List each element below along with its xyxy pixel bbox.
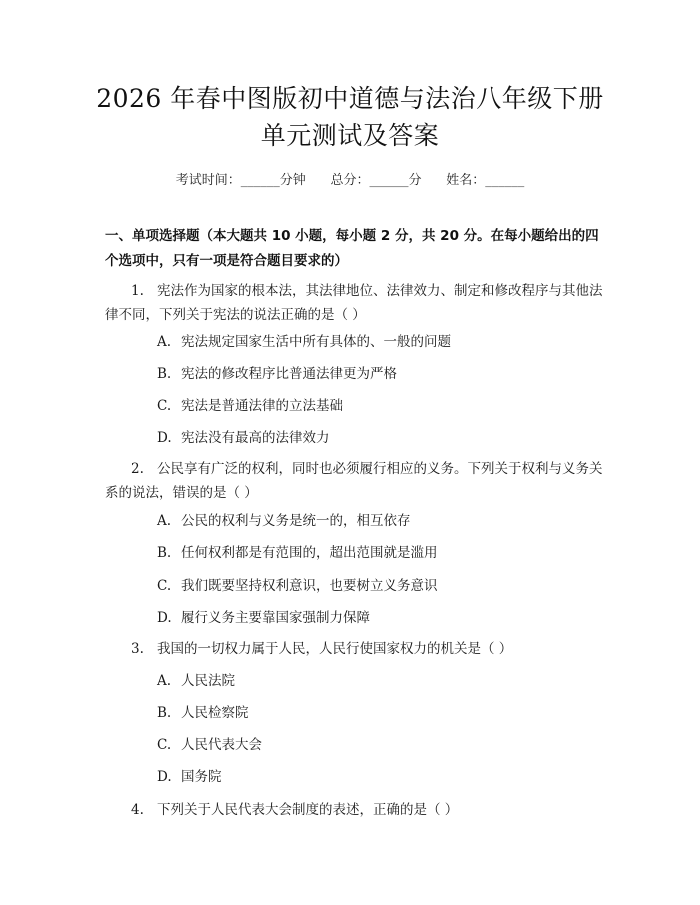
- option-text: 宪法的修改程序比普通法律更为严格: [181, 366, 397, 382]
- option-text: 履行义务主要靠国家强制力保障: [181, 610, 370, 626]
- question-3-option-c: [157, 735, 587, 755]
- question-2-option-d: [157, 608, 587, 628]
- document-title-line-1: 2026 年春中图版初中道德与法治八年级下册: [96, 84, 604, 113]
- question-1-text: 宪法作为国家的根本法，其法律地位、法律效力、制定和修改程序与其他法律不同，下列关于宪法的说法正确的是（ ）: [105, 283, 603, 323]
- question-1-option-a: [157, 332, 587, 352]
- document-title-line-2: 单元测试及答案: [260, 121, 440, 150]
- question-2-option-a: [157, 511, 587, 531]
- question-2-option-c: [157, 576, 587, 596]
- question-3-number: 3.: [131, 641, 144, 657]
- option-letter: A.: [157, 513, 172, 529]
- option-letter: C.: [157, 737, 172, 753]
- option-text: 公民的权利与义务是统一的，相互依存: [181, 513, 411, 529]
- question-3-stem: [105, 637, 603, 661]
- question-1-stem: [105, 279, 603, 327]
- section-heading: 一、单项选择题（本大题共 10 小题，每小题 2 分，共 20 分。在每小题给出的四个选项中，只有一项是符合题目要求的）: [105, 228, 599, 269]
- question-1-option-c: [157, 396, 587, 416]
- question-1-option-d: [157, 428, 587, 448]
- option-letter: D.: [157, 769, 172, 785]
- option-letter: B.: [157, 366, 172, 382]
- question-3-text: 我国的一切权力属于人民，人民行使国家权力的机关是（ ）: [157, 641, 513, 657]
- option-text: 人民法院: [181, 673, 235, 689]
- option-text: 国务院: [181, 769, 222, 785]
- option-text: 我们既要坚持权利意识，也要树立义务意识: [181, 578, 438, 594]
- question-1-number: 1.: [131, 283, 144, 299]
- option-letter: D.: [157, 430, 172, 446]
- question-4-text: 下列关于人民代表大会制度的表述，正确的是（ ）: [157, 802, 459, 818]
- question-2-stem: [105, 457, 603, 505]
- option-letter: A.: [157, 334, 172, 350]
- question-2-option-b: [157, 543, 587, 563]
- question-1-option-b: [157, 364, 587, 384]
- option-text: 人民代表大会: [181, 737, 262, 753]
- option-letter: C.: [157, 398, 172, 414]
- question-3-option-a: [157, 671, 587, 691]
- question-3-option-d: [157, 767, 587, 787]
- question-2-number: 2.: [131, 461, 144, 477]
- question-3-option-b: [157, 703, 587, 723]
- option-letter: B.: [157, 705, 172, 721]
- option-text: 宪法没有最高的法律效力: [181, 430, 330, 446]
- option-letter: C.: [157, 578, 172, 594]
- option-text: 人民检察院: [181, 705, 249, 721]
- option-text: 宪法是普通法律的立法基础: [181, 398, 343, 414]
- option-text: 宪法规定国家生活中所有具体的、一般的问题: [181, 334, 451, 350]
- question-4-number: 4.: [131, 802, 144, 818]
- question-4-stem: [105, 798, 603, 822]
- exam-meta-line: 考试时间：______分钟 总分：______分 姓名：______: [175, 173, 525, 188]
- option-letter: B.: [157, 545, 172, 561]
- option-letter: D.: [157, 610, 172, 626]
- option-text: 任何权利都是有范围的，超出范围就是滥用: [181, 545, 438, 561]
- question-2-text: 公民享有广泛的权利，同时也必须履行相应的义务。下列关于权利与义务关系的说法，错误的是（ ）: [105, 461, 603, 501]
- option-letter: A.: [157, 673, 172, 689]
